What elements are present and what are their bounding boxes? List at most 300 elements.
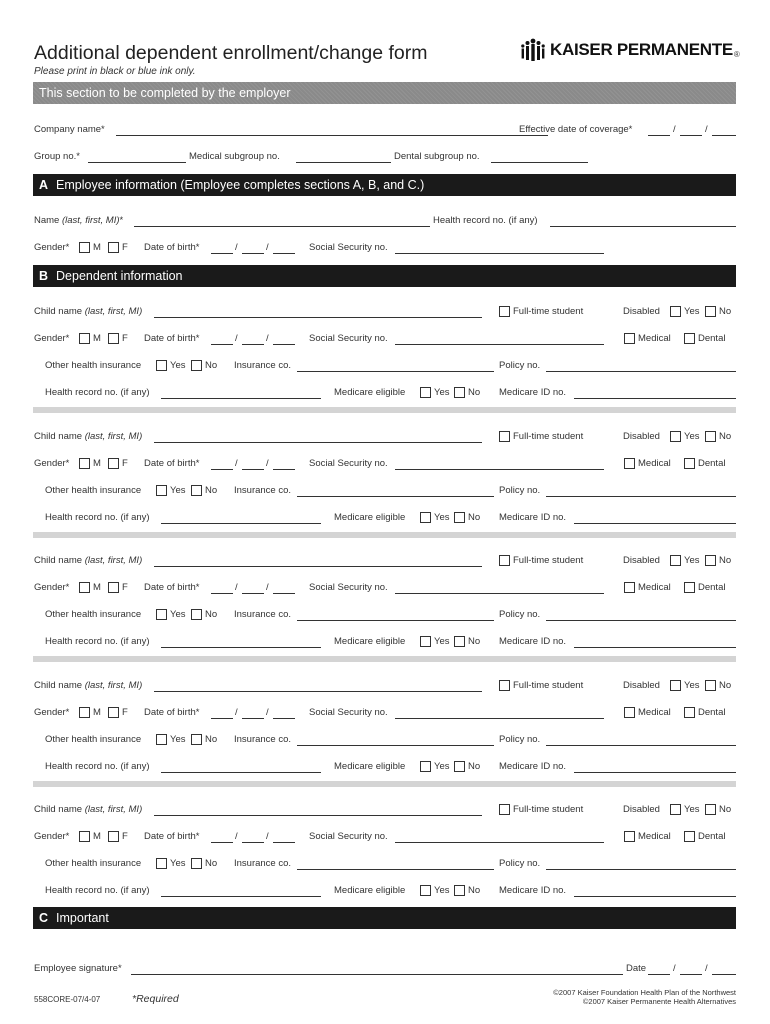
form-subtitle: Please print in black or blue ink only. bbox=[34, 66, 196, 77]
ssn-field[interactable] bbox=[395, 831, 604, 843]
ssn-field[interactable] bbox=[395, 582, 604, 594]
copyright-line-2: ©2007 Kaiser Permanente Health Alternatives bbox=[582, 997, 736, 1006]
disabled-yes-checkbox[interactable] bbox=[670, 680, 681, 691]
dob-month-field[interactable] bbox=[211, 333, 233, 345]
medicare-id-label: Medicare ID no. bbox=[499, 636, 567, 647]
policy-no-label: Policy no. bbox=[499, 858, 541, 869]
dob-year-field[interactable] bbox=[273, 707, 295, 719]
other-insurance-yes-label: Yes bbox=[170, 485, 186, 496]
policy-no-field[interactable] bbox=[546, 609, 736, 621]
section-title: Important bbox=[56, 911, 109, 925]
dependent-medicare-row bbox=[34, 761, 736, 775]
other-insurance-yes-label: Yes bbox=[170, 734, 186, 745]
dob-day-field[interactable] bbox=[242, 582, 264, 594]
date-slash: / bbox=[235, 458, 238, 469]
dental-checkbox[interactable] bbox=[684, 333, 695, 344]
dob-year-field[interactable] bbox=[273, 333, 295, 345]
fulltime-student-label: Full-time student bbox=[513, 431, 584, 442]
medical-label: Medical bbox=[638, 582, 671, 593]
medicare-yes-label: Yes bbox=[434, 636, 450, 647]
other-insurance-yes-label: Yes bbox=[170, 360, 186, 371]
disabled-no-label: No bbox=[719, 306, 732, 317]
health-record-field[interactable] bbox=[161, 885, 321, 897]
date-slash: / bbox=[705, 124, 708, 135]
medicare-no-label: No bbox=[468, 387, 481, 398]
child-name-field[interactable] bbox=[154, 555, 482, 567]
health-record-label: Health record no. (if any) bbox=[45, 636, 150, 647]
signature-date-day[interactable] bbox=[680, 963, 702, 975]
other-insurance-label: Other health insurance bbox=[45, 858, 142, 869]
ssn-label: Social Security no. bbox=[309, 582, 388, 593]
other-insurance-yes-label: Yes bbox=[170, 609, 186, 620]
other-insurance-yes-checkbox[interactable] bbox=[156, 734, 167, 745]
dob-month-field[interactable] bbox=[211, 242, 233, 254]
disabled-yes-checkbox[interactable] bbox=[670, 804, 681, 815]
dob-month-field[interactable] bbox=[211, 831, 233, 843]
medicare-eligible-label: Medicare eligible bbox=[334, 885, 406, 896]
dependent-insurance-row bbox=[34, 609, 736, 623]
gender-f-checkbox[interactable] bbox=[108, 458, 119, 469]
disabled-no-checkbox[interactable] bbox=[705, 804, 716, 815]
policy-no-label: Policy no. bbox=[499, 360, 541, 371]
date-slash: / bbox=[266, 831, 269, 842]
dependent-medicare-row bbox=[34, 636, 736, 650]
dob-day-field[interactable] bbox=[242, 458, 264, 470]
dob-day-field[interactable] bbox=[242, 242, 264, 254]
medicare-eligible-label: Medicare eligible bbox=[334, 636, 406, 647]
child-name-label: Child name (last, first, MI) bbox=[34, 306, 143, 317]
employee-name-label: Name (last, first, MI)* bbox=[34, 215, 124, 226]
insurance-co-label: Insurance co. bbox=[234, 485, 292, 496]
employer-row-2 bbox=[34, 151, 736, 165]
disabled-yes-label: Yes bbox=[684, 680, 700, 691]
gender-f-checkbox[interactable] bbox=[108, 242, 119, 253]
medicare-yes-checkbox[interactable] bbox=[420, 387, 431, 398]
signature-date-month[interactable] bbox=[648, 963, 670, 975]
employer-row-1 bbox=[34, 124, 736, 138]
child-name-label: Child name (last, first, MI) bbox=[34, 431, 143, 442]
other-insurance-label: Other health insurance bbox=[45, 485, 142, 496]
child-name-field[interactable] bbox=[154, 431, 482, 443]
gender-f-label: F bbox=[122, 582, 128, 593]
medicare-no-checkbox[interactable] bbox=[454, 512, 465, 523]
date-slash: / bbox=[266, 582, 269, 593]
gender-f-label: F bbox=[122, 242, 128, 253]
signature-label: Employee signature* bbox=[34, 963, 122, 974]
date-slash: / bbox=[235, 707, 238, 718]
dob-label: Date of birth* bbox=[144, 333, 200, 344]
signature-date-year[interactable] bbox=[712, 963, 736, 975]
disabled-yes-checkbox[interactable] bbox=[670, 431, 681, 442]
ssn-field[interactable] bbox=[395, 458, 604, 470]
required-note: *Required bbox=[132, 993, 179, 1005]
insurance-co-field[interactable] bbox=[297, 609, 494, 621]
medical-subgroup-label: Medical subgroup no. bbox=[189, 151, 280, 162]
copyright-block bbox=[553, 988, 736, 1006]
dob-label: Date of birth* bbox=[144, 582, 200, 593]
other-insurance-no-label: No bbox=[205, 360, 218, 371]
gender-m-label: M bbox=[93, 582, 101, 593]
medicare-no-checkbox[interactable] bbox=[454, 761, 465, 772]
dob-month-field[interactable] bbox=[211, 707, 233, 719]
policy-no-field[interactable] bbox=[546, 360, 736, 372]
gender-m-label: M bbox=[93, 831, 101, 842]
fulltime-student-checkbox[interactable] bbox=[499, 555, 510, 566]
section-letter: C bbox=[39, 911, 49, 925]
section-title: Dependent information bbox=[56, 269, 183, 283]
dependent-gender-row bbox=[34, 333, 736, 347]
gender-label: Gender* bbox=[34, 707, 70, 718]
other-insurance-no-label: No bbox=[205, 485, 218, 496]
disabled-no-checkbox[interactable] bbox=[705, 680, 716, 691]
medicare-no-checkbox[interactable] bbox=[454, 387, 465, 398]
medicare-yes-label: Yes bbox=[434, 387, 450, 398]
medicare-id-field[interactable] bbox=[574, 761, 736, 773]
dependent-insurance-row bbox=[34, 360, 736, 374]
medicare-no-label: No bbox=[468, 512, 481, 523]
signature-field[interactable] bbox=[131, 963, 623, 975]
group-no-label: Group no.* bbox=[34, 151, 80, 162]
dental-label: Dental bbox=[698, 831, 726, 842]
disabled-no-label: No bbox=[719, 680, 732, 691]
medicare-no-checkbox[interactable] bbox=[454, 636, 465, 647]
insurance-co-field[interactable] bbox=[297, 360, 494, 372]
medicare-id-field[interactable] bbox=[574, 387, 736, 399]
other-insurance-no-checkbox[interactable] bbox=[191, 858, 202, 869]
date-slash: / bbox=[673, 963, 676, 974]
dependent-gender-row bbox=[34, 458, 736, 472]
signature-date-label: Date bbox=[626, 963, 647, 974]
medicare-no-label: No bbox=[468, 885, 481, 896]
gender-m-label: M bbox=[93, 707, 101, 718]
other-insurance-yes-label: Yes bbox=[170, 858, 186, 869]
section-c-bar bbox=[33, 907, 736, 929]
other-insurance-no-checkbox[interactable] bbox=[191, 485, 202, 496]
disabled-no-checkbox[interactable] bbox=[705, 306, 716, 317]
dental-checkbox[interactable] bbox=[684, 582, 695, 593]
effective-date-label: Effective date of coverage* bbox=[519, 124, 633, 135]
dob-day-field[interactable] bbox=[242, 707, 264, 719]
insurance-co-field[interactable] bbox=[297, 734, 494, 746]
ssn-label: Social Security no. bbox=[309, 458, 388, 469]
group-no-field[interactable] bbox=[88, 151, 186, 163]
policy-no-label: Policy no. bbox=[499, 734, 541, 745]
ssn-label: Social Security no. bbox=[309, 242, 388, 253]
dob-day-field[interactable] bbox=[242, 333, 264, 345]
disabled-yes-label: Yes bbox=[684, 555, 700, 566]
dependent-gender-row bbox=[34, 831, 736, 845]
disabled-label: Disabled bbox=[623, 804, 660, 815]
logo-text: KAISER PERMANENTE bbox=[550, 40, 733, 59]
disabled-no-checkbox[interactable] bbox=[705, 555, 716, 566]
dependent-name-row bbox=[34, 306, 736, 320]
insurance-co-label: Insurance co. bbox=[234, 609, 292, 620]
company-name-label: Company name* bbox=[34, 124, 105, 135]
date-slash: / bbox=[266, 707, 269, 718]
dental-label: Dental bbox=[698, 707, 726, 718]
date-slash: / bbox=[266, 242, 269, 253]
ssn-label: Social Security no. bbox=[309, 831, 388, 842]
health-record-label: Health record no. (if any) bbox=[45, 885, 150, 896]
dependent-gender-row bbox=[34, 707, 736, 721]
dob-label: Date of birth* bbox=[144, 242, 200, 253]
fulltime-student-checkbox[interactable] bbox=[499, 804, 510, 815]
date-slash: / bbox=[266, 458, 269, 469]
disabled-no-checkbox[interactable] bbox=[705, 431, 716, 442]
employee-health-record-field[interactable] bbox=[550, 215, 736, 227]
gender-m-label: M bbox=[93, 333, 101, 344]
dependent-medicare-row bbox=[34, 387, 736, 401]
insurance-co-field[interactable] bbox=[297, 485, 494, 497]
other-insurance-no-checkbox[interactable] bbox=[191, 360, 202, 371]
medicare-yes-label: Yes bbox=[434, 885, 450, 896]
gender-f-checkbox[interactable] bbox=[108, 582, 119, 593]
dependent-insurance-row bbox=[34, 485, 736, 499]
dob-year-field[interactable] bbox=[273, 582, 295, 594]
other-insurance-no-label: No bbox=[205, 858, 218, 869]
medicare-yes-checkbox[interactable] bbox=[420, 885, 431, 896]
medicare-yes-label: Yes bbox=[434, 761, 450, 772]
dependent-name-row bbox=[34, 680, 736, 694]
child-name-field[interactable] bbox=[154, 680, 482, 692]
gender-label: Gender* bbox=[34, 333, 70, 344]
fulltime-student-checkbox[interactable] bbox=[499, 680, 510, 691]
child-name-label: Child name (last, first, MI) bbox=[34, 804, 143, 815]
dependent-separator bbox=[33, 532, 736, 538]
dental-label: Dental bbox=[698, 458, 726, 469]
ssn-label: Social Security no. bbox=[309, 333, 388, 344]
employee-name-field[interactable] bbox=[134, 215, 430, 227]
dependent-separator bbox=[33, 407, 736, 413]
medicare-id-label: Medicare ID no. bbox=[499, 885, 567, 896]
medicare-yes-checkbox[interactable] bbox=[420, 636, 431, 647]
insurance-co-label: Insurance co. bbox=[234, 858, 292, 869]
dental-label: Dental bbox=[698, 333, 726, 344]
employee-health-record-label: Health record no. (if any) bbox=[433, 215, 538, 226]
dependent-insurance-row bbox=[34, 858, 736, 872]
health-record-field[interactable] bbox=[161, 387, 321, 399]
fulltime-student-label: Full-time student bbox=[513, 306, 584, 317]
medicare-id-label: Medicare ID no. bbox=[499, 512, 567, 523]
health-record-field[interactable] bbox=[161, 512, 321, 524]
dependent-name-row bbox=[34, 431, 736, 445]
medical-checkbox[interactable] bbox=[624, 831, 635, 842]
medical-label: Medical bbox=[638, 333, 671, 344]
child-name-label: Child name (last, first, MI) bbox=[34, 555, 143, 566]
disabled-yes-label: Yes bbox=[684, 306, 700, 317]
policy-no-label: Policy no. bbox=[499, 609, 541, 620]
gender-f-label: F bbox=[122, 458, 128, 469]
fulltime-student-label: Full-time student bbox=[513, 555, 584, 566]
dependent-medicare-row bbox=[34, 512, 736, 526]
gender-m-label: M bbox=[93, 458, 101, 469]
medicare-no-label: No bbox=[468, 761, 481, 772]
medicare-id-label: Medicare ID no. bbox=[499, 387, 567, 398]
section-letter: A bbox=[39, 178, 49, 192]
other-insurance-no-checkbox[interactable] bbox=[191, 734, 202, 745]
medical-checkbox[interactable] bbox=[624, 458, 635, 469]
kaiser-people-icon bbox=[520, 38, 546, 62]
section-a-bar bbox=[33, 174, 736, 196]
disabled-yes-checkbox[interactable] bbox=[670, 555, 681, 566]
policy-no-field[interactable] bbox=[546, 858, 736, 870]
gender-f-label: F bbox=[122, 831, 128, 842]
medical-label: Medical bbox=[638, 458, 671, 469]
signature-row bbox=[34, 963, 736, 977]
gender-m-checkbox[interactable] bbox=[79, 582, 90, 593]
fulltime-student-label: Full-time student bbox=[513, 680, 584, 691]
effective-date-day[interactable] bbox=[680, 124, 702, 136]
medicare-yes-checkbox[interactable] bbox=[420, 512, 431, 523]
effective-date-year[interactable] bbox=[712, 124, 736, 136]
form-title: Additional dependent enrollment/change form bbox=[34, 42, 428, 64]
dental-checkbox[interactable] bbox=[684, 458, 695, 469]
disabled-label: Disabled bbox=[623, 555, 660, 566]
dob-year-field[interactable] bbox=[273, 831, 295, 843]
gender-m-checkbox[interactable] bbox=[79, 242, 90, 253]
date-slash: / bbox=[235, 831, 238, 842]
registered-mark: ® bbox=[733, 49, 740, 59]
dental-label: Dental bbox=[698, 582, 726, 593]
date-slash: / bbox=[673, 124, 676, 135]
dependent-name-row bbox=[34, 804, 736, 818]
gender-m-checkbox[interactable] bbox=[79, 831, 90, 842]
medicare-id-label: Medicare ID no. bbox=[499, 761, 567, 772]
disabled-yes-label: Yes bbox=[684, 804, 700, 815]
effective-date-month[interactable] bbox=[648, 124, 670, 136]
dob-year-field[interactable] bbox=[273, 458, 295, 470]
insurance-co-label: Insurance co. bbox=[234, 734, 292, 745]
gender-f-checkbox[interactable] bbox=[108, 831, 119, 842]
ssn-field[interactable] bbox=[395, 242, 604, 254]
other-insurance-yes-checkbox[interactable] bbox=[156, 485, 167, 496]
ssn-field[interactable] bbox=[395, 333, 604, 345]
gender-m-checkbox[interactable] bbox=[79, 707, 90, 718]
other-insurance-no-label: No bbox=[205, 609, 218, 620]
health-record-field[interactable] bbox=[161, 636, 321, 648]
medical-checkbox[interactable] bbox=[624, 333, 635, 344]
gender-f-checkbox[interactable] bbox=[108, 707, 119, 718]
medical-checkbox[interactable] bbox=[624, 582, 635, 593]
gender-f-checkbox[interactable] bbox=[108, 333, 119, 344]
gender-f-label: F bbox=[122, 333, 128, 344]
section-b-bar bbox=[33, 265, 736, 287]
dental-subgroup-field[interactable] bbox=[491, 151, 588, 163]
gender-m-label: M bbox=[93, 242, 101, 253]
dental-subgroup-label: Dental subgroup no. bbox=[394, 151, 480, 162]
gender-label: Gender* bbox=[34, 458, 70, 469]
disabled-label: Disabled bbox=[623, 306, 660, 317]
copyright-line-1: ©2007 Kaiser Foundation Health Plan of the Northwest bbox=[553, 988, 736, 997]
gender-label: Gender* bbox=[34, 831, 70, 842]
date-slash: / bbox=[235, 582, 238, 593]
disabled-no-label: No bbox=[719, 431, 732, 442]
dependent-separator bbox=[33, 781, 736, 787]
insurance-co-field[interactable] bbox=[297, 858, 494, 870]
other-insurance-yes-checkbox[interactable] bbox=[156, 360, 167, 371]
policy-no-field[interactable] bbox=[546, 485, 736, 497]
medicare-yes-checkbox[interactable] bbox=[420, 761, 431, 772]
gender-m-checkbox[interactable] bbox=[79, 458, 90, 469]
health-record-field[interactable] bbox=[161, 761, 321, 773]
medicare-yes-label: Yes bbox=[434, 512, 450, 523]
section-title: Employee information (Employee completes sections A, B, and C.) bbox=[56, 178, 425, 192]
disabled-yes-label: Yes bbox=[684, 431, 700, 442]
fulltime-student-checkbox[interactable] bbox=[499, 306, 510, 317]
medicare-id-field[interactable] bbox=[574, 512, 736, 524]
employer-section-bar: This section to be completed by the employer bbox=[33, 82, 736, 104]
other-insurance-yes-checkbox[interactable] bbox=[156, 609, 167, 620]
dob-label: Date of birth* bbox=[144, 707, 200, 718]
dob-year-field[interactable] bbox=[273, 242, 295, 254]
health-record-label: Health record no. (if any) bbox=[45, 512, 150, 523]
disabled-label: Disabled bbox=[623, 680, 660, 691]
medical-label: Medical bbox=[638, 707, 671, 718]
company-name-field[interactable] bbox=[116, 124, 548, 136]
employee-gender-row bbox=[34, 242, 736, 256]
ssn-field[interactable] bbox=[395, 707, 604, 719]
fulltime-student-checkbox[interactable] bbox=[499, 431, 510, 442]
dependent-gender-row bbox=[34, 582, 736, 596]
dependent-insurance-row bbox=[34, 734, 736, 748]
other-insurance-label: Other health insurance bbox=[45, 734, 142, 745]
dob-day-field[interactable] bbox=[242, 831, 264, 843]
other-insurance-label: Other health insurance bbox=[45, 609, 142, 620]
medicare-eligible-label: Medicare eligible bbox=[334, 761, 406, 772]
insurance-co-label: Insurance co. bbox=[234, 360, 292, 371]
dob-month-field[interactable] bbox=[211, 458, 233, 470]
dental-checkbox[interactable] bbox=[684, 707, 695, 718]
dependent-separator bbox=[33, 656, 736, 662]
medicare-no-label: No bbox=[468, 636, 481, 647]
child-name-label: Child name (last, first, MI) bbox=[34, 680, 143, 691]
medicare-eligible-label: Medicare eligible bbox=[334, 387, 406, 398]
other-insurance-label: Other health insurance bbox=[45, 360, 142, 371]
dob-label: Date of birth* bbox=[144, 458, 200, 469]
dob-label: Date of birth* bbox=[144, 831, 200, 842]
medicare-id-field[interactable] bbox=[574, 636, 736, 648]
medical-checkbox[interactable] bbox=[624, 707, 635, 718]
form-code: 558CORE-07/4-07 bbox=[34, 995, 101, 1004]
disabled-label: Disabled bbox=[623, 431, 660, 442]
medicare-no-checkbox[interactable] bbox=[454, 885, 465, 896]
medical-label: Medical bbox=[638, 831, 671, 842]
child-name-field[interactable] bbox=[154, 804, 482, 816]
disabled-yes-checkbox[interactable] bbox=[670, 306, 681, 317]
child-name-field[interactable] bbox=[154, 306, 482, 318]
ssn-label: Social Security no. bbox=[309, 707, 388, 718]
other-insurance-no-checkbox[interactable] bbox=[191, 609, 202, 620]
other-insurance-yes-checkbox[interactable] bbox=[156, 858, 167, 869]
dental-checkbox[interactable] bbox=[684, 831, 695, 842]
gender-label: Gender* bbox=[34, 582, 70, 593]
policy-no-field[interactable] bbox=[546, 734, 736, 746]
date-slash: / bbox=[235, 333, 238, 344]
disabled-no-label: No bbox=[719, 804, 732, 815]
medical-subgroup-field[interactable] bbox=[296, 151, 391, 163]
policy-no-label: Policy no. bbox=[499, 485, 541, 496]
gender-label: Gender* bbox=[34, 242, 70, 253]
section-letter: B bbox=[39, 269, 49, 283]
dependent-medicare-row bbox=[34, 885, 736, 899]
dob-month-field[interactable] bbox=[211, 582, 233, 594]
gender-m-checkbox[interactable] bbox=[79, 333, 90, 344]
gender-f-label: F bbox=[122, 707, 128, 718]
medicare-eligible-label: Medicare eligible bbox=[334, 512, 406, 523]
dependent-name-row bbox=[34, 555, 736, 569]
disabled-no-label: No bbox=[719, 555, 732, 566]
medicare-id-field[interactable] bbox=[574, 885, 736, 897]
